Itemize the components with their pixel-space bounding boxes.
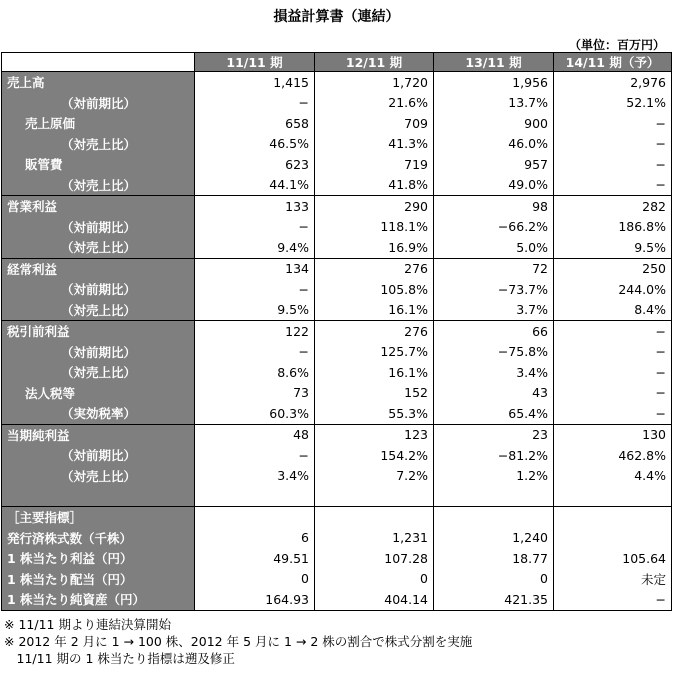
value-cell: 73 [195,383,315,404]
value-cell: 2,976 [554,72,672,93]
row-label: （対前期比） [2,445,195,466]
value-cell: 48 [195,424,315,445]
value-cell: 0 [315,569,434,590]
row-label: （対売上比） [2,362,195,383]
value-cell: 8.6% [195,362,315,383]
table-row [2,507,672,528]
value-cell: 5.0% [434,237,554,258]
table-row [2,569,672,590]
value-cell: 1,720 [315,72,434,93]
row-label: （対売上比） [2,237,195,258]
value-cell: 290 [315,196,434,217]
value-cell: 49.51 [195,548,315,569]
value-cell [554,528,672,549]
value-cell: 186.8% [554,217,672,238]
table-row [2,424,672,445]
table-row [2,113,672,134]
value-cell: 3.7% [434,300,554,321]
row-label: 発行済株式数（千株） [2,528,195,549]
value-cell: − [554,403,672,424]
value-cell: 16.9% [315,237,434,258]
value-cell [554,507,672,528]
value-cell: − [195,217,315,238]
row-label: （対売上比） [2,466,195,487]
table-row [2,134,672,155]
value-cell: 16.1% [315,300,434,321]
value-cell: 6 [195,528,315,549]
value-cell: − [554,342,672,363]
column-header: 14/11 期（予） [554,53,672,72]
value-cell: 658 [195,113,315,134]
value-cell: − [195,93,315,114]
value-cell: 250 [554,258,672,279]
table-row [2,445,672,466]
value-cell: 55.3% [315,403,434,424]
table-row [2,486,672,507]
table-row [2,196,672,217]
value-cell: 107.28 [315,548,434,569]
table-row [2,383,672,404]
value-cell: 16.1% [315,362,434,383]
value-cell: 118.1% [315,217,434,238]
value-cell: −66.2% [434,217,554,238]
value-cell: − [195,342,315,363]
row-label: （対前期比） [2,342,195,363]
table-row [2,279,672,300]
row-label: 法人税等 [2,383,195,404]
table-row [2,154,672,175]
value-cell: −75.8% [434,342,554,363]
table-row [2,300,672,321]
value-cell: 623 [195,154,315,175]
column-header: 13/11 期 [434,53,554,72]
value-cell [315,486,434,507]
value-cell: 9.5% [554,237,672,258]
value-cell [195,507,315,528]
value-cell: 1,231 [315,528,434,549]
value-cell: 46.0% [434,134,554,155]
footnote: 11/11 期の 1 株当たり指標は遡及修正 [4,651,235,666]
value-cell: − [554,175,672,196]
value-cell: 7.2% [315,466,434,487]
value-cell: 276 [315,321,434,342]
row-label: 1 株当たり配当（円） [2,569,195,590]
table-row [2,528,672,549]
row-label: （実効税率） [2,403,195,424]
value-cell [315,507,434,528]
value-cell: 957 [434,154,554,175]
value-cell: 133 [195,196,315,217]
table-row [2,72,672,93]
value-cell: 404.14 [315,589,434,610]
value-cell: 1.2% [434,466,554,487]
value-cell: 8.4% [554,300,672,321]
value-cell: 4.4% [554,466,672,487]
value-cell: 44.1% [195,175,315,196]
value-cell: 18.77 [434,548,554,569]
value-cell: 43 [434,383,554,404]
value-cell: 0 [195,569,315,590]
row-label: （対前期比） [2,93,195,114]
value-cell: −81.2% [434,445,554,466]
value-cell: 152 [315,383,434,404]
value-cell: 134 [195,258,315,279]
table-row [2,321,672,342]
value-cell: 125.7% [315,342,434,363]
row-label: 販管費 [2,154,195,175]
row-label: 営業利益 [2,196,195,217]
row-label: （対売上比） [2,300,195,321]
value-cell: 21.6% [315,93,434,114]
row-label: 当期純利益 [2,424,195,445]
table-row [2,217,672,238]
row-label [2,486,195,507]
value-cell: − [554,383,672,404]
value-cell: 709 [315,113,434,134]
value-cell: 65.4% [434,403,554,424]
header-blank-cell [2,53,195,72]
value-cell: 244.0% [554,279,672,300]
row-label: （対売上比） [2,175,195,196]
value-cell: 0 [434,569,554,590]
row-label: 1 株当たり利益（円） [2,548,195,569]
row-label: （対前期比） [2,217,195,238]
footnotes [4,616,472,667]
table-row [2,403,672,424]
table-row [2,93,672,114]
row-label: 売上原価 [2,113,195,134]
value-cell: 9.5% [195,300,315,321]
value-cell [434,507,554,528]
value-cell [434,486,554,507]
row-label: （対売上比） [2,134,195,155]
value-cell: 60.3% [195,403,315,424]
value-cell: − [554,154,672,175]
value-cell [554,486,672,507]
table-row [2,466,672,487]
row-label: 経常利益 [2,258,195,279]
value-cell: 23 [434,424,554,445]
value-cell: 1,956 [434,72,554,93]
value-cell: 1,415 [195,72,315,93]
column-header: 12/11 期 [315,53,434,72]
value-cell: 122 [195,321,315,342]
table-row [2,548,672,569]
value-cell: 105.8% [315,279,434,300]
table-row [2,175,672,196]
value-cell: 130 [554,424,672,445]
value-cell: 462.8% [554,445,672,466]
value-cell: 72 [434,258,554,279]
column-header: 11/11 期 [195,53,315,72]
value-cell: 46.5% [195,134,315,155]
value-cell: − [554,321,672,342]
value-cell: 9.4% [195,237,315,258]
value-cell: 164.93 [195,589,315,610]
value-cell: 276 [315,258,434,279]
value-cell: 3.4% [195,466,315,487]
row-label: 売上高 [2,72,195,93]
income-statement-table [1,52,672,611]
value-cell: 98 [434,196,554,217]
value-cell [195,486,315,507]
page-title: 損益計算書（連結） [273,9,400,25]
value-cell: 154.2% [315,445,434,466]
value-cell: 41.8% [315,175,434,196]
table-row [2,237,672,258]
row-label: ［主要指標］ [2,507,195,528]
value-cell: 900 [434,113,554,134]
value-cell: 未定 [554,569,672,590]
value-cell: 421.35 [434,589,554,610]
value-cell: 282 [554,196,672,217]
footnote: ※ 11/11 期より連結決算開始 [4,617,171,632]
unit-label: （単位：百万円） [568,38,665,52]
value-cell: 52.1% [554,93,672,114]
value-cell: 3.4% [434,362,554,383]
value-cell: 66 [434,321,554,342]
value-cell: −73.7% [434,279,554,300]
table-row [2,589,672,610]
table-row [2,342,672,363]
value-cell: − [195,445,315,466]
table-header-row [2,53,672,72]
row-label: 税引前利益 [2,321,195,342]
value-cell: − [554,589,672,610]
value-cell: 1,240 [434,528,554,549]
footnote: ※ 2012 年 2 月に 1 → 100 株、2012 年 5 月に 1 → 2 株の割合で株式分割を実施 [4,634,473,649]
row-label: 1 株当たり純資産（円） [2,589,195,610]
value-cell: − [554,134,672,155]
value-cell: 123 [315,424,434,445]
value-cell: 105.64 [554,548,672,569]
value-cell: − [195,279,315,300]
value-cell: 13.7% [434,93,554,114]
row-label: （対前期比） [2,279,195,300]
table-row [2,362,672,383]
value-cell: 719 [315,154,434,175]
value-cell: 49.0% [434,175,554,196]
value-cell: − [554,362,672,383]
table-row [2,258,672,279]
value-cell: − [554,113,672,134]
value-cell: 41.3% [315,134,434,155]
